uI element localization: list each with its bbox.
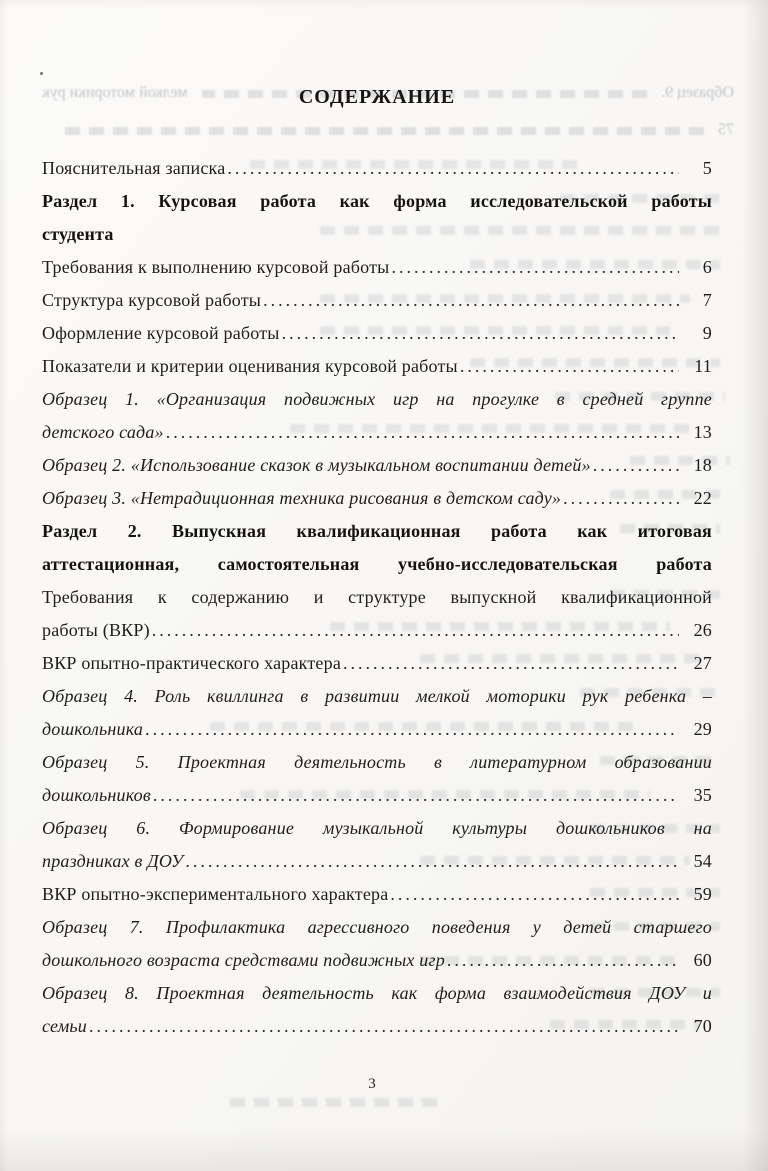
dot-leader xyxy=(447,944,679,977)
toc-page-number: 9 xyxy=(702,323,712,343)
toc-entry-line xyxy=(42,911,712,944)
toc-entry-text: Раздел 2. Выпускная квалификационная работа как итоговая xyxy=(42,521,712,541)
dot-leader xyxy=(145,713,679,746)
ink-speck xyxy=(40,72,43,75)
toc-entry-text: Образец 8. Проектная деятельность как форма взаимодействия ДОУ и xyxy=(42,983,712,1003)
toc-entry-text: Образец 7. Профилактика агрессивного поведения у детей старшего xyxy=(42,917,712,937)
toc-page-number: 70 xyxy=(693,1016,712,1036)
toc-entry-text: дошкольников xyxy=(42,785,151,805)
toc-entry-text: студента xyxy=(42,224,114,244)
toc-entry-line xyxy=(42,878,712,911)
toc-entry-text: Раздел 1. Курсовая работа как форма исследовательской работы xyxy=(42,191,712,211)
toc-section-heading-line xyxy=(42,548,712,581)
toc-section-heading-line xyxy=(42,218,712,251)
toc-entry-line xyxy=(42,977,712,1010)
bleed-through-fragment: 75 xyxy=(718,121,734,138)
scan-edge-shadow xyxy=(0,1129,768,1171)
toc-entry-text: Показатели и критерии оценивания курсовой работы xyxy=(42,356,458,376)
toc-entry-text: дошкольника xyxy=(42,719,144,739)
toc-entry-text: Пояснительная записка xyxy=(42,158,226,178)
toc-entry-line xyxy=(42,350,712,383)
toc-entry-line xyxy=(42,680,712,713)
toc-page-number: 7 xyxy=(702,290,712,310)
toc-entry-text: аттестационная, самостоятельная учебно-исследовательская работа xyxy=(42,554,712,574)
toc-page-number: 29 xyxy=(693,719,712,739)
toc-page-number: 13 xyxy=(693,422,712,442)
page-number: 3 xyxy=(368,1076,376,1092)
dot-leader xyxy=(185,845,679,878)
toc-entry-line xyxy=(42,845,712,878)
toc-page-number: 27 xyxy=(693,653,712,673)
dot-leader xyxy=(89,1010,679,1043)
toc-entry-text: Образец 5. Проектная деятельность в литературном образовании xyxy=(42,752,712,772)
dot-leader xyxy=(152,614,679,647)
toc-entry-text: праздниках в ДОУ xyxy=(42,851,184,871)
toc-page-number: 5 xyxy=(702,158,712,178)
dot-leader xyxy=(227,152,679,185)
dot-leader xyxy=(390,878,679,911)
page-title: СОДЕРЖАНИЕ xyxy=(298,86,456,108)
toc-entry-text: Образец 2. «Использование сказок в музыкальном воспитании детей» xyxy=(42,455,591,475)
toc-entry-text: детского сада» xyxy=(42,422,164,442)
toc-entry-line xyxy=(42,449,712,482)
dot-leader xyxy=(460,350,679,383)
toc-entry-text: Требования к выполнению курсовой работы xyxy=(42,257,390,277)
bleed-through-blur xyxy=(56,127,704,135)
bleed-through-text xyxy=(42,121,734,141)
table-of-contents xyxy=(42,152,712,1043)
toc-entry-text: дошкольного возраста средствами подвижных игр xyxy=(42,950,445,970)
toc-entry-line xyxy=(42,812,712,845)
bleed-through-fragment: мелкой моторики рук xyxy=(42,84,188,101)
dot-leader xyxy=(343,647,679,680)
dot-leader xyxy=(563,482,679,515)
scan-edge-shadow xyxy=(0,0,8,1171)
toc-page-number: 60 xyxy=(693,950,712,970)
dot-leader xyxy=(282,317,679,350)
dot-leader xyxy=(593,449,679,482)
toc-entry-line xyxy=(42,383,712,416)
toc-entry-line xyxy=(42,713,712,746)
toc-entry-line xyxy=(42,317,712,350)
toc-entry-text: Образец 4. Роль квиллинга в развитии мелкой моторики рук ребенка – xyxy=(42,686,712,706)
toc-section-heading-line xyxy=(42,515,712,548)
toc-entry-line xyxy=(42,647,712,680)
toc-page-number: 18 xyxy=(693,455,712,475)
toc-page-number: 6 xyxy=(702,257,712,277)
toc-page-number: 11 xyxy=(694,356,712,376)
toc-entry-line xyxy=(42,251,712,284)
toc-entry-line xyxy=(42,746,712,779)
toc-entry-line xyxy=(42,614,712,647)
toc-entry-line xyxy=(42,152,712,185)
toc-entry-text: Структура курсовой работы xyxy=(42,290,262,310)
scan-edge-shadow xyxy=(742,0,768,1171)
toc-entry-text: ВКР опытно-экспериментального характера xyxy=(42,884,389,904)
bleed-through-blur xyxy=(230,1098,440,1107)
toc-entry-text: ВКР опытно-практического характера xyxy=(42,653,342,673)
bleed-through-fragment: Образец 9. xyxy=(661,84,734,101)
toc-page-number: 35 xyxy=(693,785,712,805)
toc-entry-line xyxy=(42,1010,712,1043)
toc-entry-text: Требования к содержанию и структуре выпускной квалификационной xyxy=(42,587,712,607)
scan-edge-shadow xyxy=(0,0,768,10)
dot-leader xyxy=(263,284,679,317)
dot-leader xyxy=(391,251,679,284)
toc-entry-text: Образец 6. Формирование музыкальной культуры дошкольников на xyxy=(42,818,712,838)
toc-entry-line xyxy=(42,944,712,977)
toc-page-number: 26 xyxy=(693,620,712,640)
toc-section-heading-line xyxy=(42,185,712,218)
toc-entry-line xyxy=(42,284,712,317)
dot-leader xyxy=(166,416,679,449)
toc-entry-line xyxy=(42,779,712,812)
toc-page-number: 22 xyxy=(693,488,712,508)
toc-entry-line xyxy=(42,581,712,614)
toc-page-number: 54 xyxy=(693,851,712,871)
toc-entry-text: работы (ВКР) xyxy=(42,620,150,640)
toc-entry-line xyxy=(42,482,712,515)
toc-entry-text: Образец 1. «Организация подвижных игр на прогулке в средней группе xyxy=(42,389,712,409)
toc-page-number: 59 xyxy=(693,884,712,904)
toc-entry-text: Образец 3. «Нетрадиционная техника рисования в детском саду» xyxy=(42,488,562,508)
toc-entry-text: семьи xyxy=(42,1016,87,1036)
toc-entry-text: Оформление курсовой работы xyxy=(42,323,280,343)
dot-leader xyxy=(153,779,679,812)
toc-entry-line xyxy=(42,416,712,449)
